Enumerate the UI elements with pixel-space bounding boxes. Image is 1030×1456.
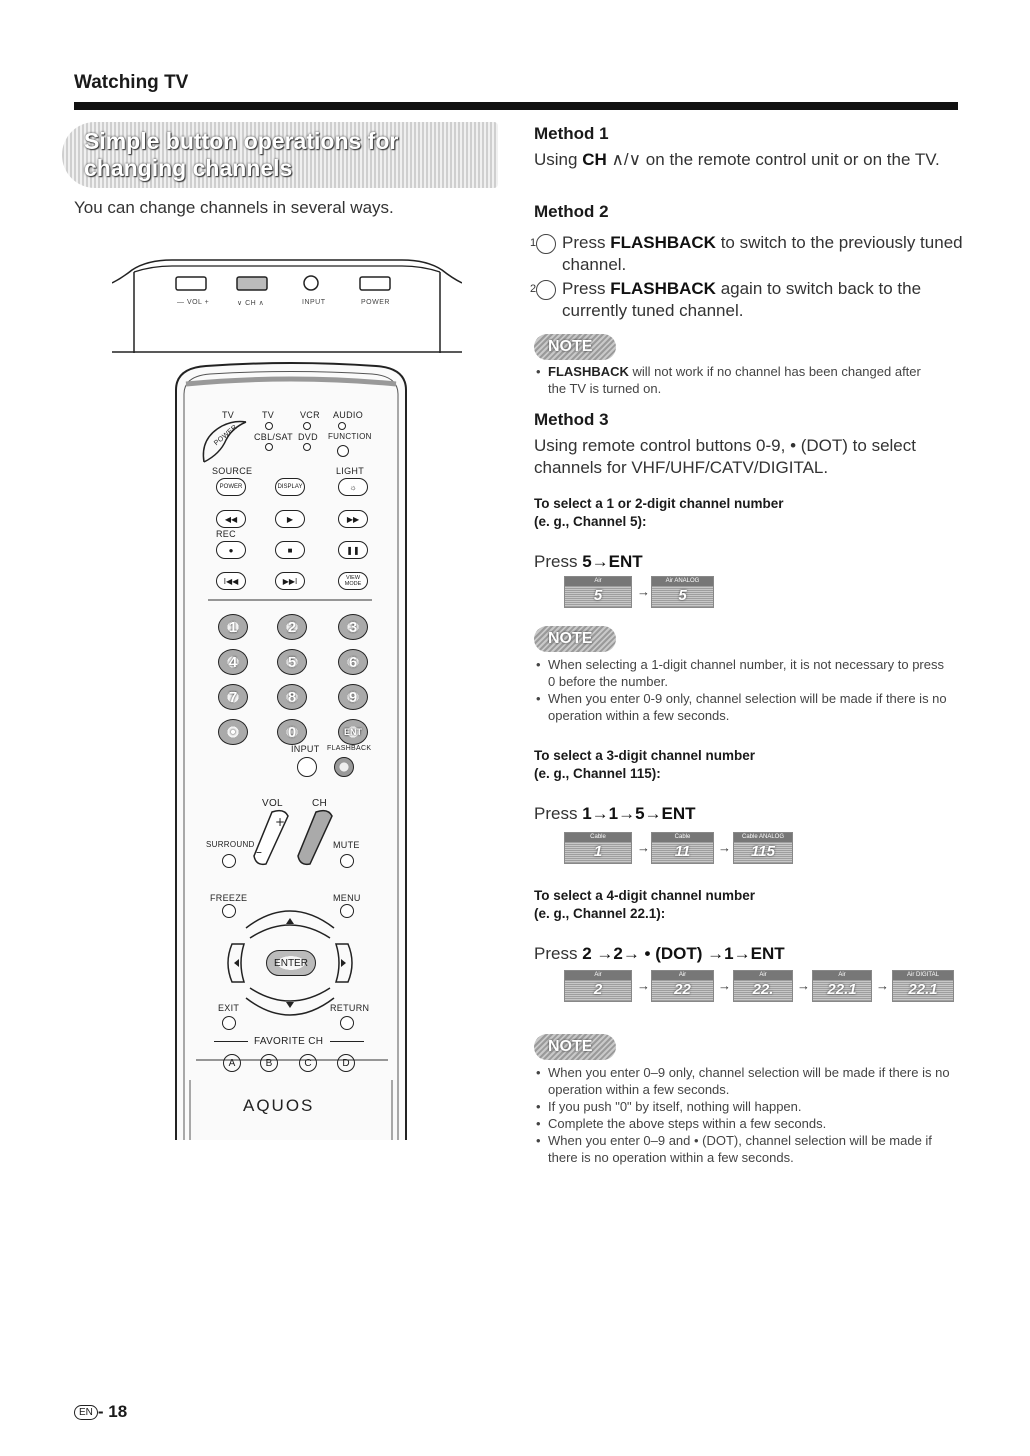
- brand-logo: AQUOS: [243, 1096, 315, 1115]
- sel3-screen-5-top: Air DIGITAL: [893, 971, 953, 980]
- sel3-title-line1: To select a 4-digit channel number: [534, 888, 756, 903]
- sel2-screen-1-value: 1: [593, 843, 603, 860]
- enter-button[interactable]: ENTER: [266, 950, 316, 976]
- sel1-title-line2: (e. g., Channel 5):: [534, 514, 647, 529]
- sel2-sequence: 1→1→5→ENT: [582, 804, 696, 823]
- pause-button[interactable]: [338, 541, 368, 559]
- sel2-screen-3-value: 115: [751, 843, 775, 860]
- play-button[interactable]: [275, 510, 305, 528]
- method1-text-pre: Using: [534, 150, 583, 169]
- play-icon: ▶: [286, 514, 294, 524]
- svg-text:–: –: [256, 845, 262, 859]
- sel2-title-line1: To select a 3-digit channel number: [534, 748, 756, 763]
- note1: [534, 363, 934, 397]
- sel3-screen-2-value: 22: [674, 981, 691, 998]
- sel1-screen-2-top: Air ANALOG: [652, 577, 713, 586]
- sel1-screen-2: [651, 576, 714, 608]
- note3: [534, 1064, 954, 1166]
- rewind-icon: ◀◀: [224, 514, 238, 524]
- section-title-line2: changing channels: [84, 155, 293, 181]
- remote-label-return: RETURN: [330, 1003, 370, 1013]
- number-button-2[interactable]: 2: [277, 614, 307, 640]
- view-mode-button[interactable]: VIEW MODE: [338, 572, 368, 590]
- arrow-icon: →: [637, 978, 650, 993]
- sel3-screen-2-top: Air: [652, 971, 713, 980]
- method3-heading: Method 3: [534, 410, 609, 429]
- skip-forward-icon: ▶▶I: [282, 576, 298, 586]
- remote-label-light: LIGHT: [336, 466, 365, 476]
- remote-label-freeze: FREEZE: [210, 893, 248, 903]
- sel3-press-label: Press: [534, 944, 583, 963]
- mode-tv2-led: [265, 422, 273, 430]
- sel2-screen-2-value: 11: [674, 843, 691, 860]
- note2-item-2: • When you enter 0-9 only, channel selection will be made if there is no operation within a few seconds.: [534, 690, 954, 724]
- remote-label-mute: MUTE: [333, 840, 360, 850]
- tv-panel-outline: [112, 258, 462, 353]
- step2-bold: FLASHBACK: [610, 279, 716, 298]
- input-button[interactable]: [297, 757, 317, 777]
- number-button-7[interactable]: 7: [218, 684, 248, 710]
- remote-label-menu: MENU: [333, 893, 361, 903]
- number-button-5[interactable]: 5: [277, 649, 307, 675]
- remote-label-favorite: FAVORITE CH: [254, 1036, 324, 1047]
- method1-heading: Method 1: [534, 124, 609, 143]
- sel1-title-line1: To select a 1 or 2-digit channel number: [534, 496, 784, 511]
- favorite-rule-left: [214, 1041, 248, 1042]
- remote-label-dvd: DVD: [298, 432, 318, 442]
- remote-label-flashback: FLASHBACK: [327, 745, 372, 752]
- sel3-title-line2: (e. g., Channel 22.1):: [534, 906, 666, 921]
- arrow-icon: →: [797, 978, 810, 993]
- sel1-screen-1-top: Air: [565, 577, 631, 586]
- sel3-screen-1-value: 2: [593, 981, 603, 998]
- note1-text: will not work if no channel has been changed after the TV is turned on.: [548, 364, 921, 396]
- sel2-screen-2: [651, 832, 714, 864]
- tv-label-power: POWER: [361, 299, 390, 306]
- method3-text: Using remote control buttons 0-9, • (DOT) to select channels for VHF/UHF/CATV/DIGITAL.: [534, 436, 916, 477]
- flashback-button[interactable]: [334, 757, 354, 777]
- arrow-icon: →: [718, 840, 731, 855]
- function-button[interactable]: [337, 445, 349, 457]
- remote-label-tv: TV: [222, 410, 235, 420]
- number-button-9[interactable]: 9: [338, 684, 368, 710]
- skip-back-icon: I◀◀: [223, 576, 239, 586]
- mode-dvd-led: [303, 443, 311, 451]
- number-button-0[interactable]: 0: [277, 719, 307, 745]
- remote-label-power-dial: POWER: [213, 423, 239, 448]
- section-title-line1: Simple button operations for: [84, 128, 399, 154]
- tv-panel-illustration: [112, 258, 462, 353]
- sel3-screen-3-value: 22.: [752, 981, 774, 998]
- arrow-icon: →: [876, 978, 889, 993]
- remote-label-surround: SURROUND: [206, 840, 255, 849]
- svg-text:+: +: [275, 815, 286, 829]
- arrow-icon: →: [637, 584, 650, 599]
- sel2-title-line2: (e. g., Channel 115):: [534, 766, 661, 781]
- sel2-screen-2-top: Cable: [652, 833, 713, 842]
- sel1-title: [534, 495, 784, 531]
- surround-button[interactable]: [222, 854, 236, 868]
- remote-label-tv2: TV: [262, 410, 275, 420]
- remote-label-audio: AUDIO: [333, 410, 364, 420]
- pause-icon: ❚❚: [346, 545, 360, 555]
- sel3-title: [534, 887, 755, 923]
- power-dial[interactable]: [198, 418, 250, 466]
- section-title-banner: [62, 122, 498, 188]
- record-icon: ●: [228, 545, 234, 555]
- tv-label-ch: ∨ CH ∧: [237, 300, 265, 307]
- number-button-6[interactable]: 6: [338, 649, 368, 675]
- note3-item-1: • When you enter 0–9 only, channel selection will be made if there is no operation within a few seconds.: [534, 1064, 954, 1098]
- sel3-screen-5: [892, 970, 954, 1002]
- sel2-screen-1-top: Cable: [565, 833, 631, 842]
- sel3-screen-5-value: 22.1: [908, 981, 938, 998]
- fast-forward-button[interactable]: [338, 510, 368, 528]
- note-badge-3: NOTE: [534, 1034, 616, 1060]
- step1-bold: FLASHBACK: [610, 233, 716, 252]
- number-button-4[interactable]: 4: [218, 649, 248, 675]
- tv-label-input: INPUT: [302, 299, 326, 306]
- favorite-c-button[interactable]: C: [299, 1054, 317, 1072]
- mode-vcr-led: [303, 422, 311, 430]
- intro-text: You can change channels in several ways.: [74, 198, 394, 217]
- stop-icon: ■: [287, 545, 293, 555]
- sel2-screen-3: [733, 832, 793, 864]
- sel3-sequence: 2 →2→ • (DOT) →1→ENT: [582, 944, 785, 963]
- sel3-screen-1: [564, 970, 632, 1002]
- method2-step2: [529, 278, 982, 322]
- step2-post: again to switch back to the currently tuned channel.: [562, 279, 922, 320]
- remote-label-ch: CH: [312, 798, 328, 809]
- method1-text: [534, 149, 954, 171]
- language-badge: EN: [74, 1405, 98, 1420]
- note2: [534, 656, 954, 724]
- favorite-rule-right: [330, 1041, 364, 1042]
- sel2-screen-3-top: Cable ANALOG: [734, 833, 792, 842]
- sel3-screen-2: [651, 970, 714, 1002]
- vol-ch-rockers[interactable]: [246, 808, 346, 868]
- remote-label-input: INPUT: [291, 744, 320, 754]
- note3-item-2: • If you push "0" by itself, nothing will happen.: [534, 1098, 954, 1115]
- arrow-icon: →: [637, 840, 650, 855]
- method2-heading: Method 2: [534, 202, 609, 221]
- favorite-a-button[interactable]: A: [223, 1054, 241, 1072]
- remote-label-source: SOURCE: [212, 466, 253, 476]
- remote-label-cblsat: CBL/SAT: [254, 432, 293, 442]
- note-badge-2: NOTE: [534, 626, 616, 652]
- number-button-8[interactable]: 8: [277, 684, 307, 710]
- sel2-press-label: Press: [534, 804, 583, 823]
- sel3-screen-4-top: Air: [813, 971, 871, 980]
- step1-pre: Press: [562, 233, 611, 252]
- step2-pre: Press: [562, 279, 611, 298]
- page-number-text: - 18: [97, 1402, 128, 1421]
- note-badge-1: NOTE: [534, 334, 616, 360]
- sel3-screen-4-value: 22.1: [827, 981, 857, 998]
- sel1-press: [534, 551, 643, 573]
- stop-button[interactable]: [275, 541, 305, 559]
- header-title: Watching TV: [74, 72, 189, 93]
- display-button[interactable]: DISPLAY: [275, 478, 305, 496]
- number-button-3[interactable]: 3: [338, 614, 368, 640]
- return-button[interactable]: [340, 1016, 354, 1030]
- sel3-screen-4: [812, 970, 872, 1002]
- fast-forward-icon: ▶▶: [346, 514, 360, 524]
- power-button[interactable]: POWER: [216, 478, 246, 496]
- remote-label-exit: EXIT: [218, 1003, 240, 1013]
- step1-post: to switch to the previously tuned channel.: [562, 233, 963, 274]
- sel3-screen-1-top: Air: [565, 971, 631, 980]
- light-icon: ☼: [349, 482, 357, 492]
- favorite-d-button[interactable]: D: [337, 1054, 355, 1072]
- note2-item-1: • When selecting a 1-digit channel number, it is not necessary to press 0 before the number.: [534, 656, 954, 690]
- page-number: [74, 1402, 127, 1422]
- note1-bold: FLASHBACK: [548, 364, 629, 379]
- note3-item-3: • Complete the above steps within a few seconds.: [534, 1115, 954, 1132]
- arrow-icon: →: [718, 978, 731, 993]
- light-button[interactable]: [338, 478, 368, 496]
- step2-number-icon: 2: [536, 280, 556, 300]
- mute-button[interactable]: [340, 854, 354, 868]
- method1-text-post: ∧/∨ on the remote control unit or on the TV.: [606, 150, 940, 169]
- sel3-screen-3: [733, 970, 793, 1002]
- sel1-screen-1-value: 5: [593, 587, 603, 604]
- mode-audio-led: [338, 422, 346, 430]
- sel1-screen-1: [564, 576, 632, 608]
- tv-label-vol: — VOL +: [177, 299, 210, 306]
- rewind-button[interactable]: [216, 510, 246, 528]
- method2-step1: [529, 232, 982, 276]
- skip-back-button[interactable]: [216, 572, 246, 590]
- sel1-press-label: Press: [534, 552, 583, 571]
- dot-button[interactable]: •: [218, 719, 248, 745]
- record-button[interactable]: [216, 541, 246, 559]
- remote-label-function: FUNCTION: [328, 432, 372, 441]
- remote-label-vcr: VCR: [300, 410, 320, 420]
- sel3-screen-3-top: Air: [734, 971, 792, 980]
- mode-cblsat-led: [265, 443, 273, 451]
- sel3-press: [534, 943, 785, 965]
- method1-text-bold: CH: [582, 150, 607, 169]
- note3-item-4: • When you enter 0–9 and • (DOT), channel selection will be made if there is no operation within a few seconds.: [534, 1132, 954, 1166]
- remote-label-rec: REC: [216, 529, 236, 539]
- step1-number-icon: 1: [536, 234, 556, 254]
- skip-forward-button[interactable]: [275, 572, 305, 590]
- sel1-screen-2-value: 5: [678, 587, 687, 604]
- sel2-screen-1: [564, 832, 632, 864]
- sel1-sequence: 5→ENT: [582, 552, 643, 571]
- remote-label-vol: VOL: [262, 798, 283, 809]
- sel2-title: [534, 747, 755, 783]
- number-button-1[interactable]: 1: [218, 614, 248, 640]
- exit-button[interactable]: [222, 1016, 236, 1030]
- ent-button[interactable]: ENT: [338, 719, 368, 745]
- favorite-b-button[interactable]: B: [260, 1054, 278, 1072]
- header-rule: [74, 102, 958, 110]
- sel2-press: [534, 803, 696, 825]
